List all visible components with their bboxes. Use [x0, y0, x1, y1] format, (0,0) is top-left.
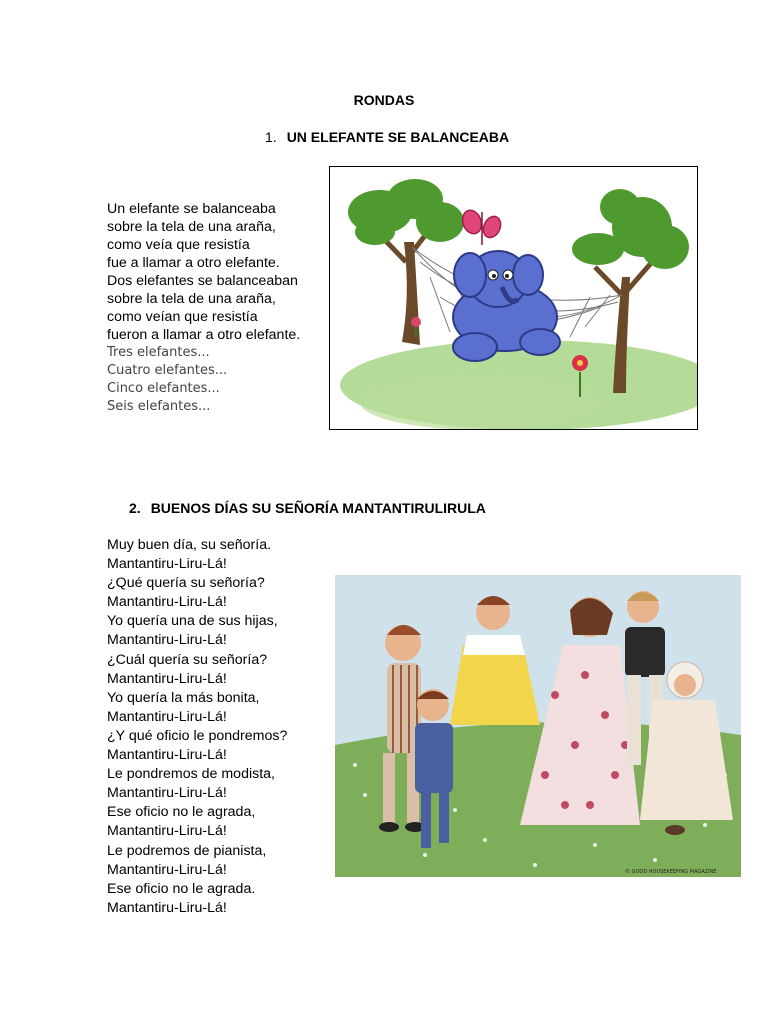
children-dancing-illustration	[335, 575, 741, 877]
poem-line: Mantantiru-Liru-Lá!	[107, 556, 227, 573]
poem-line: Mantantiru-Liru-Lá!	[107, 594, 227, 611]
poem-line: Mantantiru-Liru-Lá!	[107, 747, 227, 764]
poem-line: Un elefante se balanceaba	[107, 201, 276, 217]
poem-line: Ese oficio no le agrada.	[107, 880, 256, 897]
poem-line-continuation: Cinco elefantes...	[107, 381, 220, 396]
poem-line: Muy buen día, su señoría.	[107, 537, 272, 553]
poem-line-continuation: Tres elefantes...	[107, 345, 210, 360]
poem-line: fue a llamar a otro elefante.	[107, 255, 280, 271]
poem-line: Mantantiru-Liru-Lá!	[107, 899, 227, 916]
poem-line: como veía que resistía	[107, 237, 250, 253]
poem-line: Mantantiru-Liru-Lá!	[107, 670, 227, 687]
poem-line: ¿Y qué oficio le pondremos?	[107, 727, 288, 744]
poem-line: Yo quería la más bonita,	[107, 689, 260, 706]
poem-elefante	[107, 200, 300, 416]
poem-line: Le podremos de pianista,	[107, 842, 267, 859]
poem-line: Yo quería una de sus hijas,	[107, 613, 278, 630]
poem-line: Ese oficio no le agrada,	[107, 804, 256, 821]
section-2-number: 2.	[129, 500, 141, 516]
poem-line: Mantantiru-Liru-Lá!	[107, 861, 227, 878]
poem-line: fueron a llamar a otro elefante.	[107, 327, 301, 343]
poem-line: ¿Qué quería su señoría?	[107, 575, 265, 592]
section-1-heading	[265, 129, 509, 145]
poem-line-continuation: Cuatro elefantes...	[107, 363, 228, 378]
poem-line: Mantantiru-Liru-Lá!	[107, 823, 227, 840]
poem-line: sobre la tela de una araña,	[107, 219, 276, 235]
poem-line: Mantantiru-Liru-Lá!	[107, 708, 227, 725]
image-credit: © GOOD HOUSEKEEPING MAGAZINE	[625, 869, 717, 875]
poem-line: Mantantiru-Liru-Lá!	[107, 632, 227, 649]
section-2-heading	[129, 500, 486, 516]
elephant-hammock-illustration	[329, 166, 698, 430]
poem-line: ¿Cuál quería su señoría?	[107, 651, 268, 668]
poem-mantantirulirula	[107, 536, 287, 918]
section-1-number: 1.	[265, 129, 277, 145]
poem-line: Dos elefantes se balanceaban	[107, 273, 298, 289]
poem-line: Mantantiru-Liru-Lá!	[107, 785, 227, 802]
document-title: RONDAS	[353, 92, 415, 108]
section-1-title: UN ELEFANTE SE BALANCEABA	[286, 129, 510, 145]
section-2-title: BUENOS DÍAS SU SEÑORÍA MANTANTIRULIRULA	[150, 500, 486, 516]
poem-line: Le pondremos de modista,	[107, 766, 275, 783]
poem-line-continuation: Seis elefantes...	[107, 399, 211, 414]
poem-line: sobre la tela de una araña,	[107, 291, 276, 307]
poem-line: como veían que resistía	[107, 309, 258, 325]
